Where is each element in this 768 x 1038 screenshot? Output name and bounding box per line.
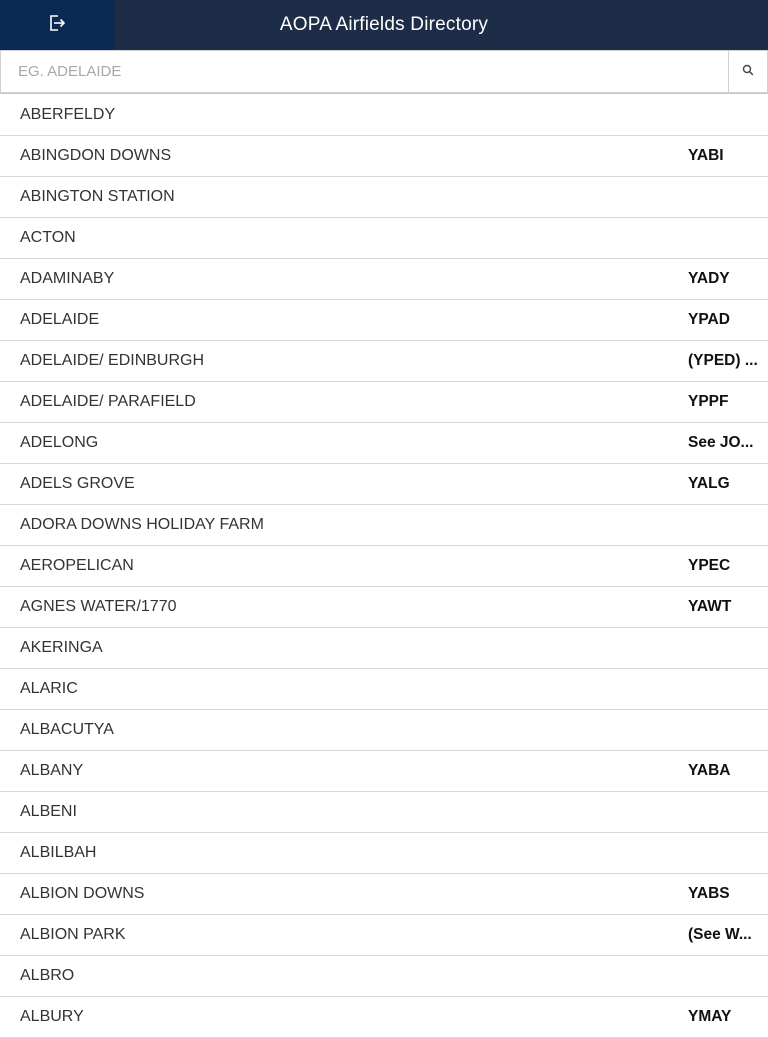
airfield-code: YPPF [688,393,729,410]
airfield-code: YAWT [688,598,732,615]
airfield-row[interactable] [0,751,768,792]
logout-button[interactable] [0,0,114,50]
airfield-code: (See W... [688,926,752,943]
airfield-name: ADELAIDE [20,311,100,328]
airfield-row[interactable] [0,177,768,218]
search-button[interactable] [728,50,768,93]
airfield-name: ALBACUTYA [20,721,114,738]
airfield-name: ALBION DOWNS [20,885,145,902]
airfield-row[interactable] [0,218,768,259]
airfield-row[interactable] [0,382,768,423]
airfield-name: ADELAIDE/ EDINBURGH [20,352,205,369]
airfield-code: YADY [688,270,730,287]
airfield-code: See JO... [688,434,754,451]
airfield-row[interactable] [0,628,768,669]
airfield-name: AKERINGA [20,639,103,656]
airfield-name: ADAMINABY [20,270,115,287]
airfield-row[interactable] [0,95,768,136]
airfield-code: YABA [688,762,731,779]
airfield-name: ALBURY [20,1008,84,1025]
airfield-code: YPAD [688,311,730,328]
airfield-code: YPEC [688,557,731,574]
airfield-row[interactable] [0,587,768,628]
airfield-list [0,95,768,1038]
airfield-name: ALARIC [20,680,78,697]
airfield-row[interactable] [0,956,768,997]
airfield-name: AEROPELICAN [20,557,134,574]
airfield-code: YALG [688,475,730,492]
airfield-row[interactable] [0,874,768,915]
airfield-row[interactable] [0,997,768,1038]
airfield-code: (YPED) ... [688,352,758,369]
airfield-row[interactable] [0,833,768,874]
airfield-row[interactable] [0,259,768,300]
airfield-name: ABERFELDY [20,106,116,123]
airfield-row[interactable] [0,915,768,956]
airfield-name: ADELS GROVE [20,475,135,492]
airfield-name: ABINGTON STATION [20,188,175,205]
airfield-row[interactable] [0,505,768,546]
airfield-row[interactable] [0,546,768,587]
airfield-name: ADORA DOWNS HOLIDAY FARM [20,516,264,533]
airfield-name: ALBRO [20,967,75,984]
airfield-name: ACTON [20,229,76,246]
airfield-row[interactable] [0,423,768,464]
airfield-name: AGNES WATER/1770 [20,598,177,615]
airfield-row[interactable] [0,710,768,751]
airfield-row[interactable] [0,300,768,341]
airfield-row[interactable] [0,341,768,382]
airfield-name: ALBENI [20,803,77,820]
airfield-row[interactable] [0,669,768,710]
airfield-code: YMAY [688,1008,732,1025]
airfield-name: ABINGDON DOWNS [20,147,172,164]
search-bar [0,50,768,94]
header-bar [0,0,768,50]
airfield-row[interactable] [0,464,768,505]
airfield-name: ADELAIDE/ PARAFIELD [20,393,196,410]
airfield-code: YABS [688,885,730,902]
airfield-name: ALBILBAH [20,844,97,861]
search-icon [742,63,754,81]
logout-icon [48,14,66,37]
airfield-name: ADELONG [20,434,99,451]
airfield-name: ALBANY [20,762,84,779]
airfield-row[interactable] [0,792,768,833]
airfield-name: ALBION PARK [20,926,126,943]
page-title: AOPA Airfields Directory [279,14,489,35]
airfield-row[interactable] [0,136,768,177]
airfield-code: YABI [688,147,724,164]
search-input[interactable] [0,50,728,93]
